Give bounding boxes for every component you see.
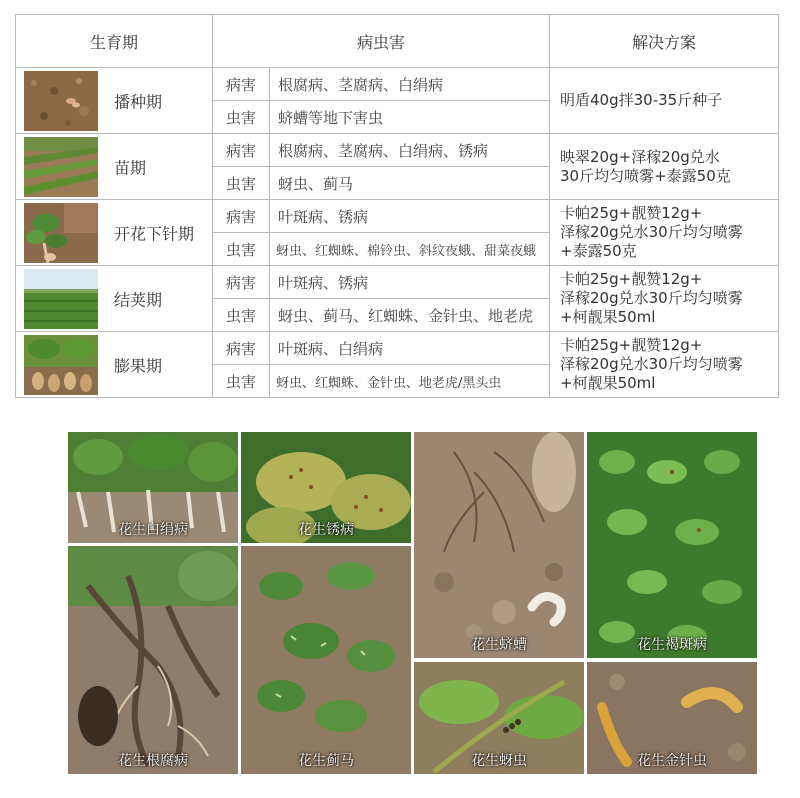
insect-label: 虫害 — [213, 233, 270, 266]
table-row — [16, 266, 779, 299]
stage-cell — [16, 68, 213, 134]
insect-list: 蚜虫、红蜘蛛、棉铃虫、斜纹夜蛾、甜菜夜蛾 — [270, 233, 550, 266]
solution-line: +柯靓果50ml — [560, 308, 656, 326]
table-row — [16, 200, 779, 233]
podding-field-photo — [24, 269, 98, 329]
photo-caption: 花生锈病 — [298, 522, 354, 538]
disease-list: 根腐病、茎腐病、白绢病 — [270, 68, 550, 101]
disease-label: 病害 — [213, 134, 270, 167]
insect-list: 蚜虫、红蜘蛛、金针虫、地老虎/黑头虫 — [270, 365, 550, 398]
disease-label: 病害 — [213, 332, 270, 365]
disease-list: 叶斑病、锈病 — [270, 266, 550, 299]
stage-name: 播种期 — [114, 92, 163, 111]
photo-caption: 花生金针虫 — [637, 753, 707, 769]
header-solution: 解决方案 — [550, 15, 779, 68]
insect-list: 蛴螬等地下害虫 — [270, 101, 550, 134]
insect-label: 虫害 — [213, 299, 270, 332]
solution-cell — [550, 68, 779, 134]
solution-line: 30斤均匀喷雾+泰露50克 — [560, 166, 731, 185]
disease-label: 病害 — [213, 266, 270, 299]
solution-cell — [550, 200, 779, 266]
solution-cell — [550, 266, 779, 332]
photo-caption: 花生褐斑病 — [637, 637, 707, 653]
stage-cell — [16, 332, 213, 398]
photo-caption: 花生蛴螬 — [471, 637, 527, 653]
sowing-soil-photo — [24, 71, 98, 131]
disease-label: 病害 — [213, 68, 270, 101]
insect-label: 虫害 — [213, 365, 270, 398]
solution-cell — [550, 134, 779, 200]
stage-name: 膨果期 — [114, 356, 163, 375]
solution-cell — [550, 332, 779, 398]
photo-root-rot — [68, 546, 238, 774]
stage-name: 开花下针期 — [114, 224, 195, 243]
stage-cell — [16, 200, 213, 266]
photo-thrips — [241, 546, 411, 774]
insect-label: 虫害 — [213, 167, 270, 200]
table-row — [16, 332, 779, 365]
stage-name: 苗期 — [114, 158, 147, 177]
solution-line: +泰露50克 — [560, 242, 637, 260]
insect-list: 蚜虫、蓟马 — [270, 167, 550, 200]
photo-caption: 花生蓟马 — [298, 753, 354, 769]
disease-label: 病害 — [213, 200, 270, 233]
seedling-field-photo — [24, 137, 98, 197]
solution-line: 卡帕25g+靓赞12g+ — [560, 336, 703, 354]
photo-white-mold — [68, 432, 238, 543]
solution-line: 泽稼20g兑水30斤均匀喷雾 — [560, 289, 743, 307]
table-row — [16, 134, 779, 167]
solution-line: +柯靓果50ml — [560, 374, 656, 392]
table-row — [16, 68, 779, 101]
insect-list: 蚜虫、蓟马、红蜘蛛、金针虫、地老虎 — [270, 299, 550, 332]
header-stage: 生育期 — [16, 15, 213, 68]
solution-line: 映翠20g+泽稼20g兑水 — [560, 147, 720, 166]
stage-cell — [16, 266, 213, 332]
photo-rust — [241, 432, 411, 543]
photo-aphid — [414, 662, 584, 774]
photo-caption: 花生蚜虫 — [471, 753, 527, 769]
photo-caption: 花生白绢病 — [118, 522, 188, 538]
insect-label: 虫害 — [213, 101, 270, 134]
solution-line: 明盾40g拌30-35斤种子 — [560, 91, 723, 109]
pest-control-table — [15, 14, 779, 398]
header-pests: 病虫害 — [213, 15, 550, 68]
photo-wireworm — [587, 662, 757, 774]
photo-caption: 花生根腐病 — [118, 753, 188, 769]
pod-filling-photo — [24, 335, 98, 395]
solution-line: 泽稼20g兑水30斤均匀喷雾 — [560, 223, 743, 241]
solution-line: 泽稼20g兑水30斤均匀喷雾 — [560, 355, 743, 373]
photo-brown-spot — [587, 432, 757, 658]
disease-list: 叶斑病、锈病 — [270, 200, 550, 233]
stage-name: 结荚期 — [114, 290, 163, 309]
table-header-row — [16, 15, 779, 68]
disease-list: 叶斑病、白绢病 — [270, 332, 550, 365]
solution-line: 卡帕25g+靓赞12g+ — [560, 204, 703, 222]
disease-list: 根腐病、茎腐病、白绢病、锈病 — [270, 134, 550, 167]
stage-cell — [16, 134, 213, 200]
photo-grub — [414, 432, 584, 658]
flowering-plant-photo — [24, 203, 98, 263]
solution-line: 卡帕25g+靓赞12g+ — [560, 270, 703, 288]
